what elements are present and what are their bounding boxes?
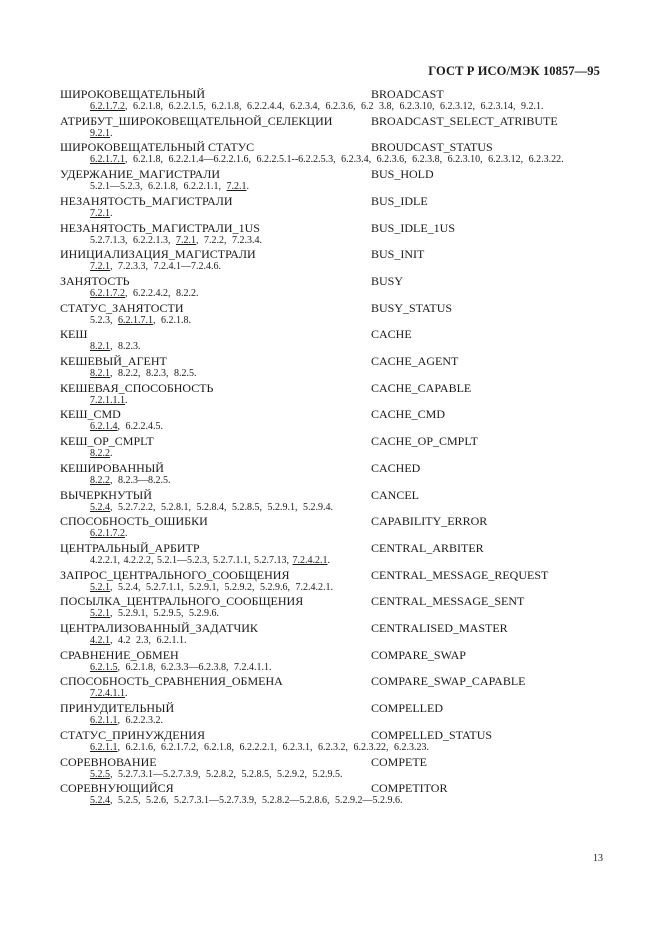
reference-list: , 5.2.7.3.1—5.2.7.3.9, 5.2.8.2, 5.2.8.5, 5.2.9.2, 5.2.9.5. [110, 768, 343, 780]
glossary-entry [60, 781, 605, 808]
reference-list: . [110, 448, 113, 460]
glossary-entry [60, 87, 605, 114]
glossary-entry [60, 327, 605, 354]
term-english: BUS_INIT [371, 247, 425, 262]
glossary-entry [60, 140, 605, 167]
term-line [60, 194, 605, 208]
section-references [60, 154, 605, 167]
reference-list-prefix: 5.2.1—5.2.3, 6.2.1.8, 6.2.2.1.1, [90, 181, 227, 193]
primary-reference: 6.2.1.4 [90, 421, 118, 433]
primary-reference: 8.2.2 [90, 474, 110, 486]
reference-list: , 6.2.2.4.2, 8.2.2. [125, 287, 199, 299]
term-line [60, 167, 605, 181]
term-line [60, 354, 605, 368]
primary-reference: 7.2.1 [90, 261, 110, 273]
glossary-entry [60, 648, 605, 675]
reference-list: . [246, 181, 249, 193]
primary-reference: 9.2.1 [90, 127, 110, 139]
reference-list: . [125, 528, 128, 540]
term-line [60, 514, 605, 528]
primary-reference: 6.2.1.7.2 [90, 528, 125, 540]
term-russian: ШИРОКОВЕЩАТЕЛЬНЫЙ [60, 87, 206, 101]
reference-list: , 5.2.9.1, 5.2.9.5, 5.2.9.6. [110, 608, 219, 620]
term-english: CACHE_CAPABLE [371, 380, 472, 395]
term-line [60, 541, 605, 555]
glossary-entry [60, 221, 605, 248]
term-english: BUS_HOLD [371, 167, 434, 182]
term-english: COMPARE_SWAP_CAPABLE [371, 674, 526, 689]
reference-list: . [125, 394, 128, 406]
reference-list-prefix: 5.2.3, [90, 314, 118, 326]
reference-list: . [110, 127, 113, 139]
primary-reference: 6.2.1.5 [90, 661, 118, 673]
term-russian: НЕЗАНЯТОСТЬ_МАГИСТРАЛИ [60, 193, 233, 208]
section-references [60, 475, 605, 488]
term-english: COMPETITOR [371, 781, 448, 796]
glossary-entry [60, 381, 605, 408]
term-english: BUS_IDLE [371, 193, 428, 208]
section-references [60, 448, 605, 461]
term-line [60, 327, 605, 341]
section-references [60, 128, 605, 141]
primary-reference: 7.2.1 [226, 181, 247, 193]
section-references [60, 235, 605, 248]
term-russian: КЕШЕВЫЙ_АГЕНТ [60, 354, 167, 369]
term-english: BUSY [371, 273, 404, 288]
term-english: CENTRAL_ARBITER [371, 540, 484, 555]
section-references [60, 555, 605, 568]
primary-reference: 5.2.5 [90, 768, 110, 780]
glossary-entry [60, 461, 605, 488]
glossary-entry [60, 301, 605, 328]
reference-list: . [327, 554, 330, 566]
term-english: CACHE_OP_CMPLT [371, 434, 478, 449]
term-russian: КЕШЕВАЯ_СПОСОБНОСТЬ [60, 380, 214, 395]
term-english: COMPARE_SWAP [371, 647, 466, 662]
reference-list: , 6.2.2.3.2. [117, 715, 163, 727]
term-line [60, 274, 605, 288]
reference-list: . [110, 207, 113, 219]
term-russian: ПРИНУДИТЕЛЬНЫЙ [60, 701, 175, 716]
primary-reference: 7.2.4.1.1 [90, 688, 125, 700]
glossary-entry [60, 114, 605, 141]
primary-reference: 5.2.4 [90, 501, 110, 513]
section-references [60, 181, 605, 194]
primary-reference: 6.2.1.1 [90, 741, 118, 753]
reference-list: , 7.2.2, 7.2.3.4. [196, 234, 262, 246]
term-line [60, 114, 605, 128]
term-russian: СРАВНЕНИЕ_ОБМЕН [60, 647, 179, 662]
term-english: COMPELLED [371, 701, 443, 716]
glossary-entry [60, 274, 605, 301]
document-header: ГОСТ Р ИСО/МЭК 10857—95 [428, 64, 600, 78]
term-english: CACHE [371, 327, 412, 342]
section-references [60, 502, 605, 515]
glossary-entry [60, 621, 605, 648]
term-russian: СТАТУС_ЗАНЯТОСТИ [60, 300, 184, 315]
glossary-entry [60, 434, 605, 461]
primary-reference: 6.2.1.7.2 [90, 287, 125, 299]
glossary-entry [60, 568, 605, 595]
term-line [60, 87, 605, 101]
term-russian: СПОСОБНОСТЬ_СРАВНЕНИЯ_ОБМЕНА [60, 674, 283, 689]
primary-reference: 7.2.1 [90, 207, 110, 219]
reference-list: , 5.2.5, 5.2.6, 5.2.7.3.1—5.2.7.3.9, 5.2.8.2—5.2.8.6, 5.2.9.2—5.2.9.6. [110, 795, 403, 807]
term-line [60, 140, 605, 154]
term-line [60, 461, 605, 475]
term-line [60, 221, 605, 235]
glossary-entry [60, 247, 605, 274]
reference-list: , 6.2.1.8, 6.2.3.3—6.2.3.8, 7.2.4.1.1. [117, 661, 272, 673]
term-line [60, 781, 605, 795]
term-line [60, 568, 605, 582]
term-russian: ИНИЦИАЛИЗАЦИЯ_МАГИСТРАЛИ [60, 247, 256, 262]
primary-reference: 8.2.1 [90, 368, 110, 380]
primary-reference: 8.2.1 [90, 341, 110, 353]
term-russian: ЦЕНТРАЛИЗОВАННЫЙ_ЗАДАТЧИК [60, 621, 258, 636]
section-references [60, 635, 605, 648]
reference-list: , 6.2.2.4.5. [117, 421, 163, 433]
term-russian: ШИРОКОВЕЩАТЕЛЬНЫЙ СТАТУС [60, 140, 255, 155]
term-russian: КЕШ [60, 327, 88, 342]
section-references [60, 368, 605, 381]
reference-list: , 6.2.1.8, 6.2.2.1.4—6.2.2.1.6, 6.2.2.5.1--6.2.2.5.3, 6.2.3.4, 6.2.3.6, 6.2.3.8, 6.2.3.10, 6.2.3.12, 6.2.3.22. [125, 154, 564, 166]
section-references [60, 608, 605, 621]
term-line [60, 488, 605, 502]
section-references [60, 742, 605, 755]
term-english: BUSY_STATUS [371, 300, 453, 315]
primary-reference: 5.2.4 [90, 795, 110, 807]
term-line [60, 381, 605, 395]
term-russian: СПОСОБНОСТЬ_ОШИБКИ [60, 514, 208, 529]
reference-list-prefix: 4.2.2.1, 4.2.2.2, 5.2.1—5.2.3, 5.2.7.1.1, 5.2.7.13, [90, 554, 293, 566]
primary-reference: 8.2.2 [90, 448, 110, 460]
term-line [60, 701, 605, 715]
term-english: CACHE_CMD [371, 407, 446, 422]
term-english: COMPELLED_STATUS [371, 727, 493, 742]
term-russian: НЕЗАНЯТОСТЬ_МАГИСТРАЛИ_1US [60, 220, 260, 235]
term-line [60, 594, 605, 608]
section-references [60, 315, 605, 328]
term-line [60, 407, 605, 421]
glossary-entry [60, 541, 605, 568]
glossary-entry [60, 701, 605, 728]
section-references [60, 795, 605, 808]
glossary-entry [60, 407, 605, 434]
term-russian: ЗАПРОС_ЦЕНТРАЛЬНОГО_СООБЩЕНИЯ [60, 567, 290, 582]
reference-list: , 7.2.3.3, 7.2.4.1—7.2.4.6. [110, 261, 221, 273]
term-russian: КЕШ_CMD [60, 407, 121, 422]
term-line [60, 755, 605, 769]
section-references [60, 769, 605, 782]
reference-list: , 6.2.1.6, 6.2.1.7.2, 6.2.1.8, 6.2.2.2.1, 6.2.3.1, 6.2.3.2, 6.2.3.22, 6.2.3.23. [117, 741, 429, 753]
reference-list: , 6.2.1.8, 6.2.2.1.5, 6.2.1.8, 6.2.2.4.4, 6.2.3.4, 6.2.3.6, 6.2 3.8, 6.2.3.10, 6.2.3.12, 6.2.3.14, 9.2.1. [125, 101, 544, 112]
term-english: CAPABILITY_ERROR [371, 514, 488, 529]
term-russian: ЗАНЯТОСТЬ [60, 273, 130, 288]
reference-list: , 5.2.7.2.2, 5.2.8.1, 5.2.8.4, 5.2.8.5, 5.2.9.1, 5.2.9.4. [110, 501, 333, 513]
term-russian: АТРИБУТ_ШИРОКОВЕЩАТЕЛЬНОЙ_СЕЛЕКЦИИ [60, 113, 333, 128]
term-line [60, 648, 605, 662]
glossary-entry [60, 594, 605, 621]
term-russian: ВЫЧЕРКНУТЫЙ [60, 487, 152, 502]
term-english: CENTRALISED_MASTER [371, 621, 508, 636]
reference-list: . [125, 688, 128, 700]
reference-list: , 6.2.1.8. [153, 314, 191, 326]
term-line [60, 621, 605, 635]
reference-list: , 5.2.4, 5.2.7.1.1, 5.2.9.1, 5.2.9.2, 5.2.9.6, 7.2.4.2.1. [110, 581, 333, 593]
term-russian: КЕШ_OP_CMPLT [60, 434, 154, 449]
glossary-entry [60, 167, 605, 194]
term-english: BUS_IDLE_1US [371, 220, 456, 235]
reference-list: , 8.2.2, 8.2.3, 8.2.5. [110, 368, 197, 380]
glossary-entry [60, 488, 605, 515]
primary-reference: 6.2.1.1 [90, 715, 118, 727]
glossary-entry [60, 514, 605, 541]
term-russian: КЕШИРОВАННЫЙ [60, 460, 164, 475]
primary-reference: 5.2.1 [90, 581, 110, 593]
section-references [60, 715, 605, 728]
section-references [60, 101, 605, 114]
term-line [60, 434, 605, 448]
page-number: 13 [593, 853, 603, 864]
section-references [60, 582, 605, 595]
term-english: CACHED [371, 460, 421, 475]
term-line [60, 674, 605, 688]
term-russian: СТАТУС_ПРИНУЖДЕНИЯ [60, 727, 205, 742]
primary-reference: 6.2.1.7.1 [90, 154, 125, 166]
glossary-entry [60, 194, 605, 221]
term-line [60, 301, 605, 315]
section-references [60, 421, 605, 434]
term-english: BROADCAST [371, 87, 444, 101]
term-english: BROUDCAST_STATUS [371, 140, 493, 155]
reference-list: , 4.2 2.3, 6.2.1.1. [110, 635, 187, 647]
section-references [60, 261, 605, 274]
section-references [60, 688, 605, 701]
term-russian: СОРЕВНУЮЩИЙСЯ [60, 781, 174, 796]
term-russian: ПОСЫЛКА_ЦЕНТРАЛЬНОГО_СООБЩЕНИЯ [60, 594, 304, 609]
term-russian: СОРЕВНОВАНИЕ [60, 754, 157, 769]
term-line [60, 247, 605, 261]
term-russian: ЦЕНТРАЛЬНЫЙ_АРБИТР [60, 540, 200, 555]
glossary-entry [60, 354, 605, 381]
section-references [60, 341, 605, 354]
primary-reference: 7.2.1 [176, 234, 196, 246]
section-references [60, 288, 605, 301]
reference-list: , 8.2.3—8.2.5. [110, 474, 171, 486]
term-english: CENTRAL_MESSAGE_REQUEST [371, 567, 549, 582]
term-english: COMPETE [371, 754, 428, 769]
section-references [60, 208, 605, 221]
section-references [60, 395, 605, 408]
primary-reference: 7.2.1.1.1 [90, 394, 125, 406]
primary-reference: 5.2.1 [90, 608, 110, 620]
glossary-entry [60, 755, 605, 782]
primary-reference: 4.2.1 [90, 635, 110, 647]
primary-reference: 6.2.1.7.1 [118, 314, 153, 326]
term-english: CACHE_AGENT [371, 354, 459, 369]
term-line [60, 728, 605, 742]
glossary-entry [60, 728, 605, 755]
reference-list-prefix: 5.2.7.1.3, 6.2.2.1.3, [90, 234, 176, 246]
term-english: CENTRAL_MESSAGE_SENT [371, 594, 525, 609]
reference-list: , 8.2.3. [110, 341, 141, 353]
term-english: CANCEL [371, 487, 419, 502]
glossary-entry [60, 674, 605, 701]
section-references [60, 662, 605, 675]
section-references [60, 528, 605, 541]
glossary-entries [60, 87, 605, 808]
primary-reference: 6.2.1.7.2 [90, 101, 125, 112]
primary-reference: 7.2.4.2.1 [292, 554, 328, 566]
term-english: BROADCAST_SELECT_ATRIBUTE [371, 113, 558, 128]
term-russian: УДЕРЖАНИЕ_МАГИСТРАЛИ [60, 167, 221, 182]
